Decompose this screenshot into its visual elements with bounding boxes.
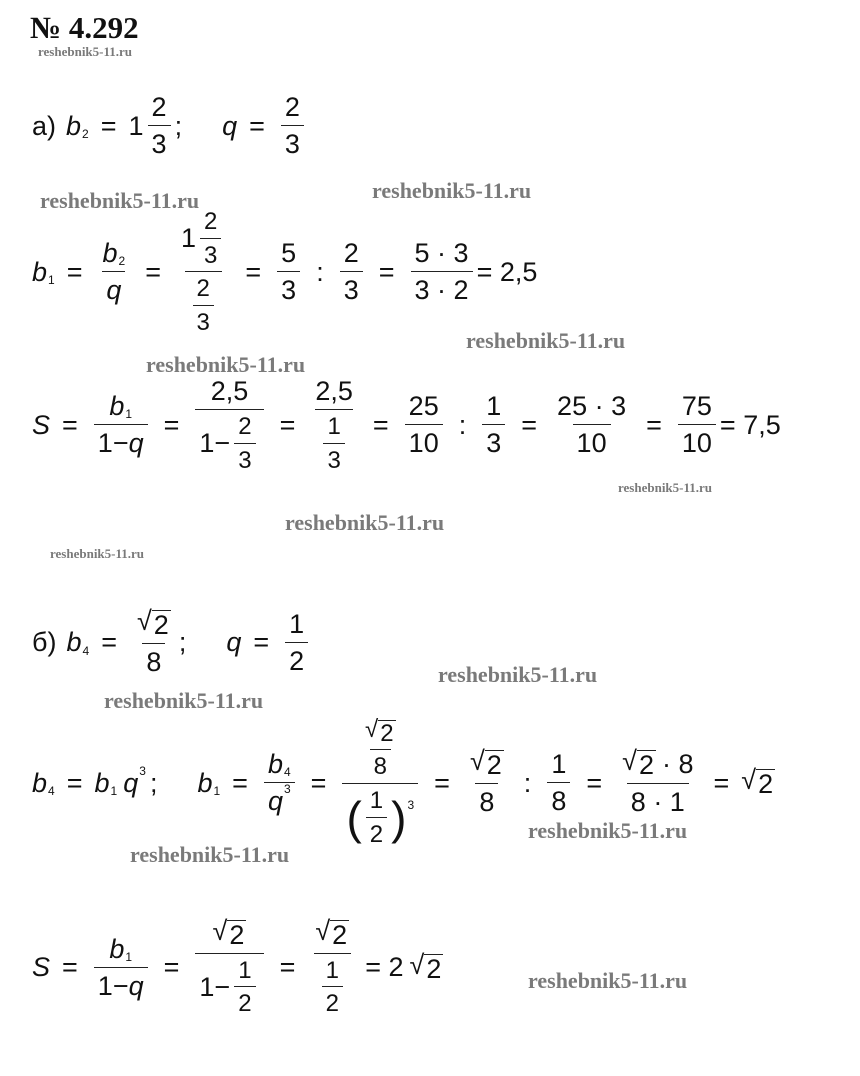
fraction: √ 2 · 8 8 · 1: [622, 746, 694, 817]
result: √ 2: [409, 949, 442, 984]
fraction: √ 2 $\frac{1}{2}$: [311, 918, 353, 1018]
fraction: $\frac{1}{8}$: [547, 749, 570, 817]
part-b-sum-line: S = b 1 1− q = √ 2 1− $\frac{1}{2}$ = √ 2 $\frac{1}{2}$ = 2 √ 2: [32, 916, 442, 1018]
result: √ 2: [741, 764, 774, 799]
fraction: b 2 q: [102, 238, 126, 306]
watermark: reshebnik5-11.ru: [146, 352, 306, 377]
result: = 7,5: [719, 409, 781, 440]
fraction: √ 2 1− $\frac{1}{2}$: [195, 918, 263, 1018]
part-a-label: а): [32, 110, 57, 141]
var-s: S: [32, 409, 51, 440]
var-b: b: [66, 110, 82, 141]
fraction: $\frac{25}{10}$: [405, 391, 443, 459]
complex-fraction: √ 2 8 ( $\frac{1}{2}$ ) 3: [342, 718, 418, 848]
problem-number: № 4.292: [30, 10, 139, 45]
fraction: √ 2 8: [469, 746, 502, 817]
complex-fraction: 1 $\frac{2}{3}$ $\frac{2}{3}$: [177, 208, 229, 336]
part-b-given: б) b 4 = √ 2 8 ; q = $\frac{1}{2}$: [32, 608, 312, 678]
watermark: reshebnik5-11.ru: [438, 662, 598, 687]
watermark: reshebnik5-11.ru: [104, 688, 264, 713]
fraction: $\frac{2}{3}$: [148, 92, 171, 160]
fraction: 2,5 1− $\frac{2}{3}$: [195, 376, 263, 474]
part-b-label: б): [32, 627, 57, 658]
watermark: reshebnik5-11.ru: [38, 44, 133, 59]
fraction: $\frac{1}{3}$: [482, 391, 505, 459]
var-b: b: [32, 256, 48, 287]
equals: =: [100, 110, 117, 141]
fraction: $\frac{25 \cdot 3}{10}$: [557, 391, 627, 459]
fraction: $\frac{5}{3}$: [277, 238, 300, 306]
fraction: $\frac{75}{10}$: [678, 391, 716, 459]
watermark: reshebnik5-11.ru: [50, 546, 145, 561]
fraction: $\frac{2,5}{\frac{1}{3}}$: [315, 376, 353, 474]
watermark: reshebnik5-11.ru: [40, 188, 200, 213]
watermark: reshebnik5-11.ru: [528, 818, 688, 843]
fraction: $\frac{2}{3}$: [340, 238, 363, 306]
result: = 2,5: [476, 256, 538, 287]
index: 2: [82, 127, 89, 142]
fraction: $\frac{2}{3}$: [281, 92, 304, 160]
separator: ;: [174, 110, 183, 141]
part-a-b1-line: b 1 = b 2 q = 1 $\frac{2}{3}$ $\frac{2}{3}$ = $\frac{5}{3}$ : $\frac{2}{3}$ = $\frac{5 \cdot 3}{3 \cdot 2}$ = 2,5: [32, 208, 538, 336]
equals: =: [249, 110, 265, 141]
watermark: reshebnik5-11.ru: [466, 328, 626, 353]
watermark: reshebnik5-11.ru: [372, 178, 532, 203]
fraction: $\frac{1}{2}$: [285, 609, 308, 677]
fraction: b 4 q 3: [264, 749, 295, 817]
watermark: reshebnik5-11.ru: [618, 480, 713, 495]
whole-part: 1: [128, 110, 144, 141]
fraction: $\frac{5 \cdot 3}{3 \cdot 2}$: [411, 238, 473, 306]
watermark: reshebnik5-11.ru: [130, 842, 290, 867]
watermark: reshebnik5-11.ru: [285, 510, 445, 535]
var-q: q: [222, 110, 238, 141]
fraction: √ 2 8: [136, 606, 169, 677]
fraction: b 1 1− q: [94, 934, 148, 1002]
part-b-b1-line: b 4 = b 1 q 3 ; b 1 = b 4 q 3 = √ 2 8 ( $\frac{1}{2}$ ) 3 = √ 2 8 : $\frac{1}{8}$ = √ 2 · 8 8 · 1 = √ 2: [32, 716, 774, 848]
part-a-sum-line: S = b 1 1− q = 2,5 1− $\frac{2}{3}$ = $\frac{2,5}{\frac{1}{3}}$ = $\frac{25}{10}$ : $\frac{1}{3}$ = $\frac{25 \cdot 3}{10}$ = $\frac{75}{10}$ = 7,5: [32, 376, 781, 474]
fraction: b 1 1− q: [94, 391, 148, 459]
watermark: reshebnik5-11.ru: [528, 968, 688, 993]
part-a-given: [32, 92, 308, 160]
